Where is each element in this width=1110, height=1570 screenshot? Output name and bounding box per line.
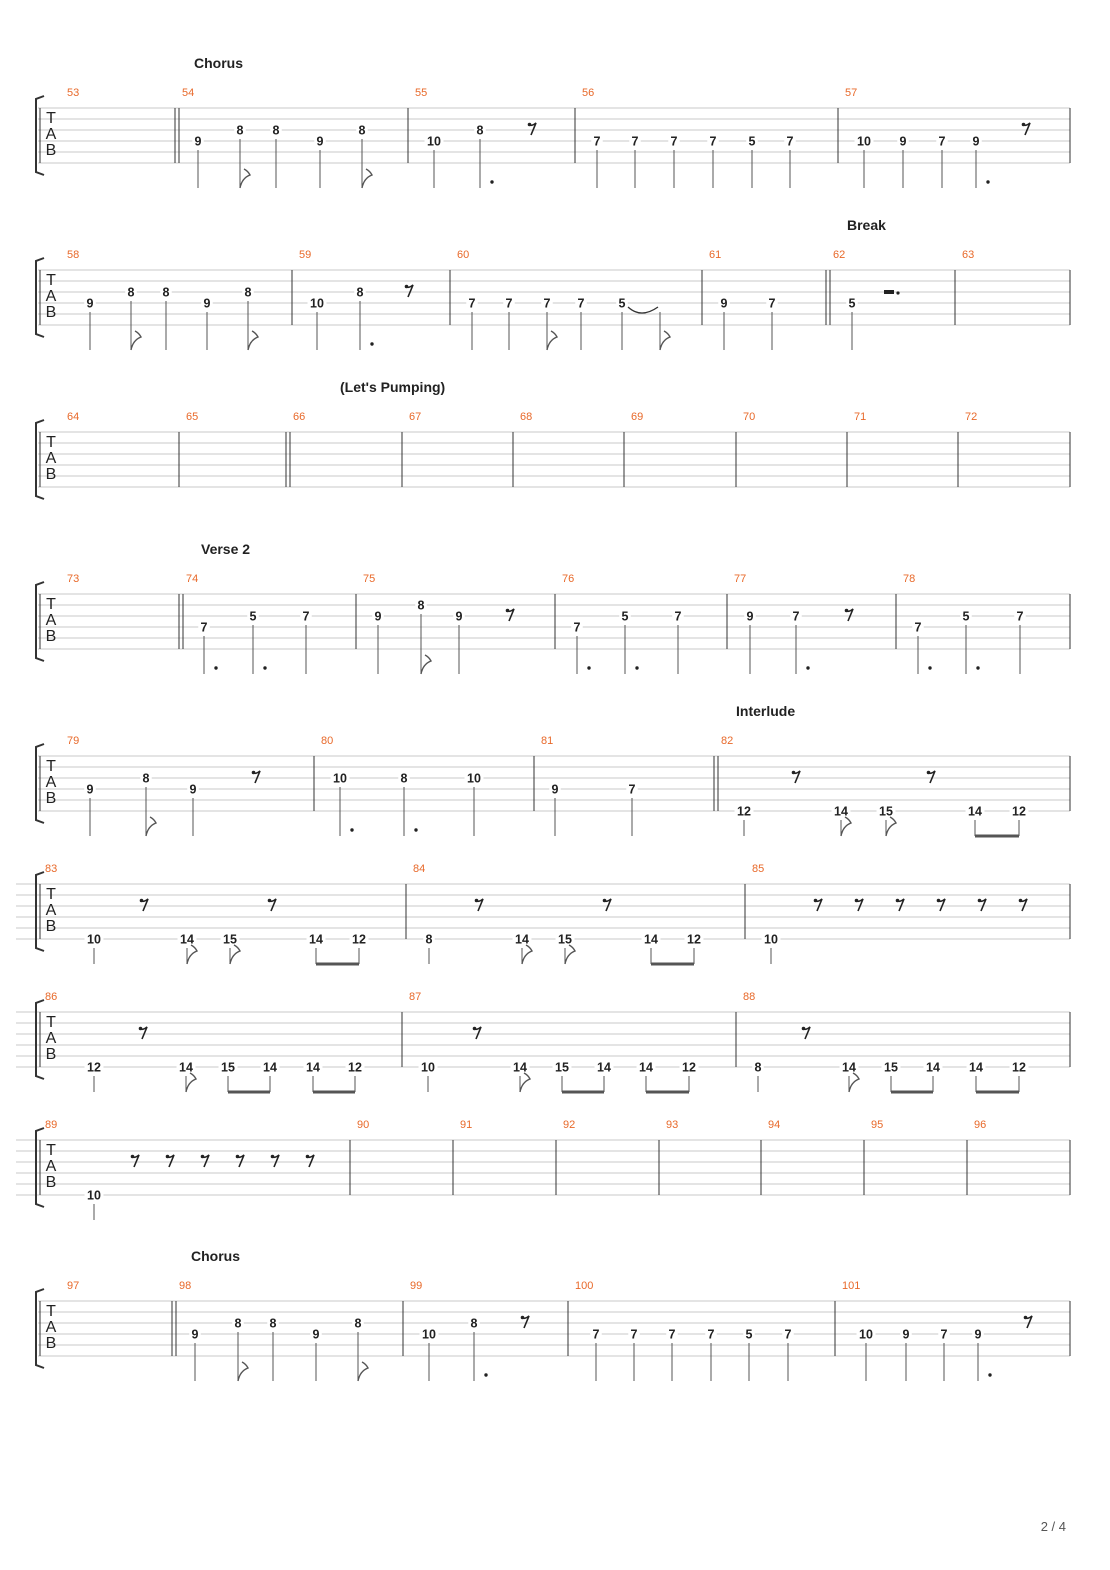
fret-number: 8 [358, 123, 366, 138]
measure-number: 80 [321, 735, 334, 747]
eighth-flag-icon [238, 1362, 248, 1381]
measure-number: 99 [410, 1280, 423, 1292]
measure-number: 93 [666, 1119, 679, 1131]
measure-number: 90 [357, 1119, 370, 1131]
measure-number: 76 [562, 573, 575, 585]
fret-number: 14 [842, 1060, 856, 1075]
fret-number: 7 [786, 134, 794, 149]
rest-dot [792, 771, 796, 775]
fret-number: 12 [737, 804, 751, 819]
section-label: Interlude [736, 703, 796, 719]
fret-number: 8 [236, 123, 244, 138]
rest-dot [139, 1027, 143, 1031]
rest-dot [603, 899, 607, 903]
rest-dot [252, 771, 256, 775]
duration-dot [806, 666, 809, 669]
fret-number: 14 [179, 1060, 193, 1075]
fret-number: 12 [87, 1060, 101, 1075]
fret-number: 7 [593, 134, 601, 149]
duration-dot [214, 666, 217, 669]
tab-clef-letter: A [45, 1158, 57, 1175]
fret-number: 9 [551, 782, 559, 797]
measure [67, 249, 258, 350]
duration-dot [928, 666, 931, 669]
tab-clef-letter: A [45, 1319, 57, 1336]
fret-number: 9 [194, 134, 202, 149]
tab-clef-letter: B [45, 1335, 57, 1352]
fret-number: 8 [244, 285, 252, 300]
fret-number: 12 [348, 1060, 362, 1075]
measure-number: 77 [734, 573, 747, 585]
rest-dot [896, 899, 900, 903]
tab-clef-letter: B [45, 628, 57, 645]
measure-number: 67 [409, 411, 422, 423]
measure [555, 573, 684, 674]
tab-clef-letter: A [45, 612, 57, 629]
fret-number: 14 [639, 1060, 653, 1075]
measure [838, 87, 1070, 188]
fret-number: 10 [87, 1188, 101, 1203]
fret-number: 5 [249, 609, 257, 624]
fret-number: 9 [374, 609, 382, 624]
measure-number: 63 [962, 249, 975, 261]
measure [67, 87, 79, 99]
tab-system [16, 863, 1070, 964]
rest-dot [814, 899, 818, 903]
fret-number: 12 [687, 932, 701, 947]
tab-clef-letter: B [45, 790, 57, 807]
measure [714, 735, 1070, 836]
fret-number: 5 [621, 609, 629, 624]
fret-number: 15 [879, 804, 893, 819]
fret-number: 7 [914, 620, 922, 635]
fret-number: 9 [203, 296, 211, 311]
fret-number: 9 [86, 782, 94, 797]
fret-number: 5 [745, 1327, 753, 1342]
rest-dot [978, 899, 982, 903]
rest-dot [927, 771, 931, 775]
measure-number: 94 [768, 1119, 781, 1131]
tie-arc [628, 307, 658, 313]
fret-number: 8 [162, 285, 170, 300]
fret-number: 10 [427, 134, 441, 149]
tab-clef-letter: T [46, 1142, 56, 1159]
measure-number: 59 [299, 249, 312, 261]
fret-number: 10 [467, 771, 481, 786]
rest-dot [528, 123, 532, 127]
fret-number: 7 [631, 134, 639, 149]
measure-number: 72 [965, 411, 978, 423]
tab-clef-letter: B [45, 918, 57, 935]
fret-number: 7 [670, 134, 678, 149]
rest-dot [855, 899, 859, 903]
fret-number: 7 [200, 620, 208, 635]
fret-number: 9 [191, 1327, 199, 1342]
fret-number: 10 [764, 932, 778, 947]
fret-number: 12 [352, 932, 366, 947]
fret-number: 14 [515, 932, 529, 947]
fret-number: 12 [682, 1060, 696, 1075]
measure [450, 249, 670, 350]
measure-number: 78 [903, 573, 916, 585]
page-number: 2 / 4 [1040, 1519, 1066, 1534]
eighth-flag-icon [131, 331, 141, 350]
rest-dot [802, 1027, 806, 1031]
measure [67, 573, 79, 585]
fret-number: 7 [630, 1327, 638, 1342]
tab-clef-letter: T [46, 110, 56, 127]
fret-number: 15 [221, 1060, 235, 1075]
rest-dot [271, 1155, 275, 1159]
fret-number: 9 [902, 1327, 910, 1342]
fret-number: 10 [310, 296, 324, 311]
fret-number: 7 [573, 620, 581, 635]
fret-number: 8 [400, 771, 408, 786]
measure [179, 573, 312, 674]
fret-number: 14 [969, 1060, 983, 1075]
fret-number: 8 [754, 1060, 762, 1075]
measure-number: 96 [974, 1119, 987, 1131]
fret-number: 8 [476, 123, 484, 138]
rest-dot [1024, 1316, 1028, 1320]
fret-number: 8 [356, 285, 364, 300]
tab-system [16, 991, 1070, 1092]
eighth-flag-icon [240, 169, 250, 188]
measure [175, 87, 372, 188]
fret-number: 14 [926, 1060, 940, 1075]
fret-number: 8 [234, 1316, 242, 1331]
duration-dot [490, 180, 493, 183]
fret-number: 14 [263, 1060, 277, 1075]
fret-number: 15 [558, 932, 572, 947]
fret-number: 7 [592, 1327, 600, 1342]
measure-number: 95 [871, 1119, 884, 1131]
measure-number: 75 [363, 573, 376, 585]
fret-number: 8 [470, 1316, 478, 1331]
fret-number: 7 [674, 609, 682, 624]
eighth-flag-icon [186, 1073, 196, 1092]
measure-number: 88 [743, 991, 756, 1003]
fret-number: 9 [746, 609, 754, 624]
measure-number: 71 [854, 411, 867, 423]
duration-dot [976, 666, 979, 669]
fret-number: 7 [468, 296, 476, 311]
fret-number: 5 [962, 609, 970, 624]
measure [727, 573, 853, 674]
tab-system [36, 55, 1070, 188]
rest-dot [937, 899, 941, 903]
fret-number: 14 [597, 1060, 611, 1075]
measure-number: 55 [415, 87, 428, 99]
duration-dot [587, 666, 590, 669]
duration-dot [350, 828, 353, 831]
measure-number: 69 [631, 411, 644, 423]
eighth-flag-icon [146, 817, 156, 836]
rest-dot [475, 899, 479, 903]
measure-number: 89 [45, 1119, 58, 1131]
tab-clef-letter: B [45, 1174, 57, 1191]
duration-dot [986, 180, 989, 183]
measure [67, 411, 79, 423]
measure [172, 1280, 368, 1381]
rest-dot [473, 1027, 477, 1031]
fret-number: 7 [505, 296, 513, 311]
duration-dot [484, 1373, 487, 1376]
measure-number: 82 [721, 735, 734, 747]
measure-number: 54 [182, 87, 195, 99]
tab-system [36, 541, 1070, 674]
tab-clef-letter: T [46, 272, 56, 289]
measure [534, 735, 638, 836]
measure [402, 991, 699, 1092]
eighth-flag-icon [547, 331, 557, 350]
fret-number: 8 [425, 932, 433, 947]
measure [568, 1280, 794, 1381]
measure-number: 64 [67, 411, 80, 423]
fret-number: 7 [668, 1327, 676, 1342]
fret-number: 9 [972, 134, 980, 149]
eighth-flag-icon [362, 169, 372, 188]
fret-number: 5 [748, 134, 756, 149]
rest-dot [166, 1155, 170, 1159]
fret-number: 15 [555, 1060, 569, 1075]
fret-number: 5 [618, 296, 626, 311]
fret-number: 12 [1012, 1060, 1026, 1075]
rest-dot [405, 285, 409, 289]
rest-dot [1019, 899, 1023, 903]
measure-number: 83 [45, 863, 58, 875]
fret-number: 8 [127, 285, 135, 300]
fret-number: 9 [86, 296, 94, 311]
eighth-flag-icon [886, 817, 896, 836]
fret-number: 10 [421, 1060, 435, 1075]
fret-number: 7 [940, 1327, 948, 1342]
fret-number: 8 [142, 771, 150, 786]
fret-number: 7 [707, 1327, 715, 1342]
fret-number: 8 [272, 123, 280, 138]
fret-number: 15 [223, 932, 237, 947]
duration-dot [988, 1373, 991, 1376]
fret-number: 14 [644, 932, 658, 947]
measure-number: 66 [293, 411, 306, 423]
duration-dot [414, 828, 417, 831]
section-label: Break [847, 217, 886, 233]
rest-dot [506, 609, 510, 613]
tab-system [36, 703, 1070, 836]
tab-system [16, 1119, 1070, 1220]
duration-dot [370, 342, 373, 345]
fret-number: 10 [857, 134, 871, 149]
rest-dot [236, 1155, 240, 1159]
tab-clef-letter: A [45, 1030, 57, 1047]
fret-number: 15 [884, 1060, 898, 1075]
measure-number: 53 [67, 87, 80, 99]
measure [292, 249, 413, 350]
measure-number: 62 [833, 249, 846, 261]
fret-number: 9 [974, 1327, 982, 1342]
measure [702, 249, 778, 350]
measure-number: 57 [845, 87, 858, 99]
eighth-flag-icon [421, 655, 431, 674]
fret-number: 9 [455, 609, 463, 624]
tab-clef-letter: A [45, 902, 57, 919]
fret-number: 10 [333, 771, 347, 786]
measure [896, 573, 1070, 674]
measure-number: 91 [460, 1119, 473, 1131]
measure [406, 863, 704, 964]
fret-number: 10 [87, 932, 101, 947]
fret-number: 7 [709, 134, 717, 149]
fret-number: 12 [1012, 804, 1026, 819]
eighth-flag-icon [849, 1073, 859, 1092]
fret-number: 5 [848, 296, 856, 311]
tab-clef-letter: B [45, 304, 57, 321]
measure-number: 58 [67, 249, 80, 261]
fret-number: 7 [628, 782, 636, 797]
measure-number: 74 [186, 573, 199, 585]
measure-number: 81 [541, 735, 554, 747]
tab-clef-letter: B [45, 142, 57, 159]
eighth-flag-icon [565, 945, 575, 964]
fret-number: 8 [417, 598, 425, 613]
section-label: (Let's Pumping) [340, 379, 446, 395]
measure-number: 61 [709, 249, 722, 261]
measure [314, 735, 484, 836]
rest-dot [268, 899, 272, 903]
measure-number: 79 [67, 735, 80, 747]
measure [403, 1280, 529, 1381]
section-label: Chorus [194, 55, 243, 71]
tab-system [36, 379, 1070, 499]
tab-clef-letter: B [45, 466, 57, 483]
measure-number: 60 [457, 249, 470, 261]
eighth-flag-icon [248, 331, 258, 350]
tab-clef-letter: A [45, 774, 57, 791]
measure-number: 56 [582, 87, 595, 99]
measure-number: 87 [409, 991, 422, 1003]
fret-number: 10 [422, 1327, 436, 1342]
measure [67, 735, 260, 836]
fret-number: 14 [180, 932, 194, 947]
tab-clef-letter: T [46, 434, 56, 451]
tab-system [36, 217, 1070, 350]
tab-clef-letter: A [45, 288, 57, 305]
measure-number: 98 [179, 1280, 192, 1292]
rest-dot [1022, 123, 1026, 127]
measure [45, 1119, 314, 1220]
measure-number: 85 [752, 863, 765, 875]
fret-number: 9 [189, 782, 197, 797]
eighth-flag-icon [841, 817, 851, 836]
tab-clef-letter: B [45, 1046, 57, 1063]
fret-number: 7 [938, 134, 946, 149]
measure [45, 863, 369, 964]
rest-dot [201, 1155, 205, 1159]
measure [826, 249, 900, 350]
measure-number: 65 [186, 411, 199, 423]
eighth-flag-icon [230, 945, 240, 964]
half-rest-icon [884, 290, 894, 294]
measure-number: 73 [67, 573, 80, 585]
fret-number: 7 [1016, 609, 1024, 624]
measure [736, 991, 1070, 1092]
tab-clef-letter: T [46, 596, 56, 613]
fret-number: 7 [792, 609, 800, 624]
tab-system [36, 1248, 1070, 1381]
tab-clef-letter: T [46, 758, 56, 775]
measure [67, 1280, 79, 1292]
measure-number: 97 [67, 1280, 80, 1292]
fret-number: 7 [784, 1327, 792, 1342]
fret-number: 7 [577, 296, 585, 311]
rest-dot [306, 1155, 310, 1159]
tab-clef-letter: A [45, 450, 57, 467]
tab-clef-letter: T [46, 1014, 56, 1031]
rest-dot [896, 291, 899, 294]
duration-dot [263, 666, 266, 669]
measure-number: 86 [45, 991, 58, 1003]
fret-number: 14 [513, 1060, 527, 1075]
fret-number: 14 [306, 1060, 320, 1075]
measure [45, 991, 365, 1092]
measure-number: 84 [413, 863, 426, 875]
rest-dot [140, 899, 144, 903]
tab-clef-letter: A [45, 126, 57, 143]
eighth-flag-icon [660, 331, 670, 350]
duration-dot [635, 666, 638, 669]
fret-number: 9 [899, 134, 907, 149]
fret-number: 14 [834, 804, 848, 819]
rest-dot [131, 1155, 135, 1159]
fret-number: 10 [859, 1327, 873, 1342]
measure [356, 573, 514, 674]
measure-number: 100 [575, 1280, 594, 1292]
eighth-flag-icon [520, 1073, 530, 1092]
fret-number: 14 [309, 932, 323, 947]
fret-number: 9 [316, 134, 324, 149]
fret-number: 7 [543, 296, 551, 311]
rest-dot [521, 1316, 525, 1320]
measure-number: 68 [520, 411, 533, 423]
fret-number: 8 [269, 1316, 277, 1331]
eighth-flag-icon [358, 1362, 368, 1381]
fret-number: 14 [968, 804, 982, 819]
measure [408, 87, 536, 188]
rest-dot [845, 609, 849, 613]
eighth-flag-icon [187, 945, 197, 964]
measure-number: 70 [743, 411, 756, 423]
section-label: Verse 2 [201, 541, 251, 557]
measure-number: 92 [563, 1119, 576, 1131]
section-label: Chorus [191, 1248, 240, 1264]
fret-number: 9 [720, 296, 728, 311]
eighth-flag-icon [522, 945, 532, 964]
fret-number: 9 [312, 1327, 320, 1342]
tab-clef-letter: T [46, 1303, 56, 1320]
measure [835, 1280, 1070, 1381]
tab-clef-letter: T [46, 886, 56, 903]
fret-number: 7 [302, 609, 310, 624]
measure [745, 863, 1070, 964]
fret-number: 7 [768, 296, 776, 311]
fret-number: 8 [354, 1316, 362, 1331]
measure [575, 87, 796, 188]
measure-number: 101 [842, 1280, 861, 1292]
